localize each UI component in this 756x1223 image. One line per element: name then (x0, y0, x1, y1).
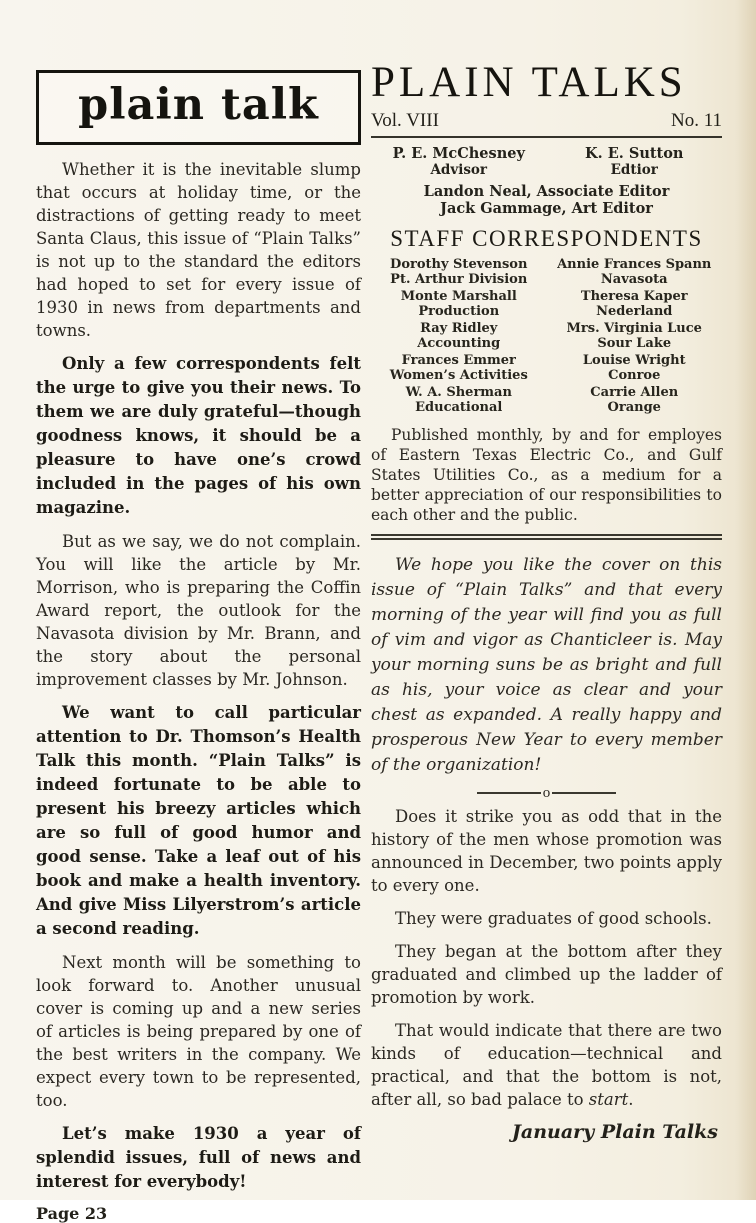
left-paragraph-health-talk: We want to call particular attention to Dr. Thomson’s Health Talk this month. “Plain Talks” is indeed fortunate to be able to present his breezy articles which are so full of good humor and good sense. Take a leaf out of his book and make a health inventory. And give Miss Lilyerstrom’s article a second reading. (36, 703, 361, 938)
editor-title: Edtior (610, 162, 658, 178)
plain-talk-logo-box (36, 70, 361, 145)
divider-line-left (477, 792, 541, 794)
correspondent-entry (371, 257, 547, 287)
correspondent-entry (547, 289, 723, 319)
correspondent-name: Mrs. Virginia Luce (566, 321, 702, 336)
masthead-title: PLAIN TALKS (371, 59, 687, 106)
masthead-rule (371, 136, 722, 138)
issue-number: No. 11 (670, 110, 722, 131)
staff-row (371, 146, 722, 178)
left-paragraph-articles: But as we say, we do not complain. You will like the article by Mr. Morrison, who is preparing the Coffin Award report, the outlook for the Navasota division by Mr. Brann, and the story about the personal improvement classes by Mr. Johnson. (36, 532, 361, 689)
correspondents-left-column (371, 257, 547, 417)
editor-block (547, 146, 723, 178)
correspondent-location: Pt. Arthur Division (390, 272, 528, 287)
section-divider-double-rule (371, 534, 722, 540)
correspondent-entry (371, 385, 547, 415)
correspondent-location: Production (418, 304, 500, 319)
correspondent-name: Dorothy Stevenson (390, 257, 528, 272)
correspondent-entry (547, 353, 723, 383)
correspondent-entry (371, 353, 547, 383)
plain-talk-logo-text: plain talk (78, 80, 319, 130)
left-paragraph-next-month: Next month will be something to look forward to. Another unusual cover is coming up and a new series of articles is being prepared by one of the best writers in the company. We expect every town to be represented, too. (36, 953, 361, 1110)
correspondents-grid (371, 257, 722, 417)
final-paragraph-text: That would indicate that there are two kinds of education—technical and practical, and that the bottom is not, after all, so bad palace to (371, 1021, 722, 1109)
advisor-title: Advisor (430, 162, 488, 178)
advisor-name: P. E. McChesney (392, 145, 525, 162)
divider-ornament: o (542, 785, 551, 801)
correspondent-name: Monte Marshall (400, 289, 517, 304)
correspondent-location: Educational (415, 400, 503, 415)
correspondent-entry (547, 257, 723, 287)
correspondent-location: Sour Lake (597, 336, 672, 351)
volume-issue-row (371, 110, 722, 132)
correspondent-entry (547, 385, 723, 415)
correspondent-entry (371, 321, 547, 351)
left-paragraph-correspondents: Only a few correspondents felt the urge to give you their news. To them we are duly grateful—though goodness knows, it should be a pleasure to have one’s crowd included in the pages of his own magazine. (36, 354, 361, 517)
correspondent-location: Navasota (600, 272, 668, 287)
correspondent-name: Carrie Allen (590, 385, 679, 400)
correspondent-name: Theresa Kaper (580, 289, 688, 304)
correspondent-name: Ray Ridley (420, 321, 498, 336)
correspondent-name: Louise Wright (582, 353, 686, 368)
right-column (371, 59, 723, 1143)
correspondent-location: Nederland (596, 304, 673, 319)
footer-attribution: January Plain Talks (511, 1121, 718, 1143)
correspondent-location: Women’s Activities (389, 368, 528, 383)
emphasis-word: start (588, 1090, 629, 1109)
ornament-divider (371, 787, 722, 799)
editorial-new-year-note: We hope you like the cover on this issue of “Plain Talks” and that every morning of the year will find you as full of vim and vigor as Chanticleer is. May your morning suns be as bright and full as his, your voice as clear and your chest as expanded. A really happy and prosperous New Year to every member of the organization! (371, 555, 722, 775)
divider-line-right (552, 792, 616, 794)
publisher-note: Published monthly, by and for employes of Eastern Texas Electric Co., and Gulf States Utilities Co., as a medium for a better appreciation of our responsibilities to each other and the public. (371, 426, 722, 524)
final-paragraph-period: . (628, 1090, 634, 1109)
correspondent-entry (371, 289, 547, 319)
correspondent-location: Accounting (417, 336, 501, 351)
page-number: Page 23 (36, 1204, 108, 1223)
correspondent-name: Frances Emmer (401, 353, 516, 368)
correspondents-right-column (547, 257, 723, 417)
associate-editor-line: Landon Neal, Associate Editor (423, 183, 670, 200)
editor-name: K. E. Sutton (585, 145, 684, 162)
correspondent-name: Annie Frances Spann (557, 257, 712, 272)
right-paragraph-ladder: They began at the bottom after they graduated and climbed up the ladder of promotion by work. (371, 942, 722, 1007)
correspondent-location: Orange (607, 400, 661, 415)
advisor-block (371, 146, 547, 178)
correspondent-name: W. A. Sherman (405, 385, 512, 400)
art-editor-line: Jack Gammage, Art Editor (440, 200, 653, 217)
volume-label: Vol. VIII (371, 110, 439, 131)
correspondent-location: Conroe (608, 368, 661, 383)
right-paragraph-promotions: Does it strike you as odd that in the history of the men whose promotion was announced in December, two points apply to every one. (371, 807, 723, 895)
right-paragraph-education (371, 1019, 722, 1111)
correspondent-entry (547, 321, 723, 351)
left-column (36, 70, 361, 1223)
staff-correspondents-heading: STAFF CORRESPONDENTS (390, 226, 703, 251)
left-paragraph-intro: Whether it is the inevitable slump that occurs at holiday time, or the distractions of getting ready to meet Santa Claus, this issue of “Plain Talks” is not up to the standard the editors had hoped to set for every issue of 1930 in news from departments and towns. (36, 160, 361, 340)
right-paragraph-graduates: They were graduates of good schools. (395, 909, 712, 928)
left-paragraph-closing: Let’s make 1930 a year of splendid issues, full of news and interest for everybody! (36, 1124, 361, 1191)
